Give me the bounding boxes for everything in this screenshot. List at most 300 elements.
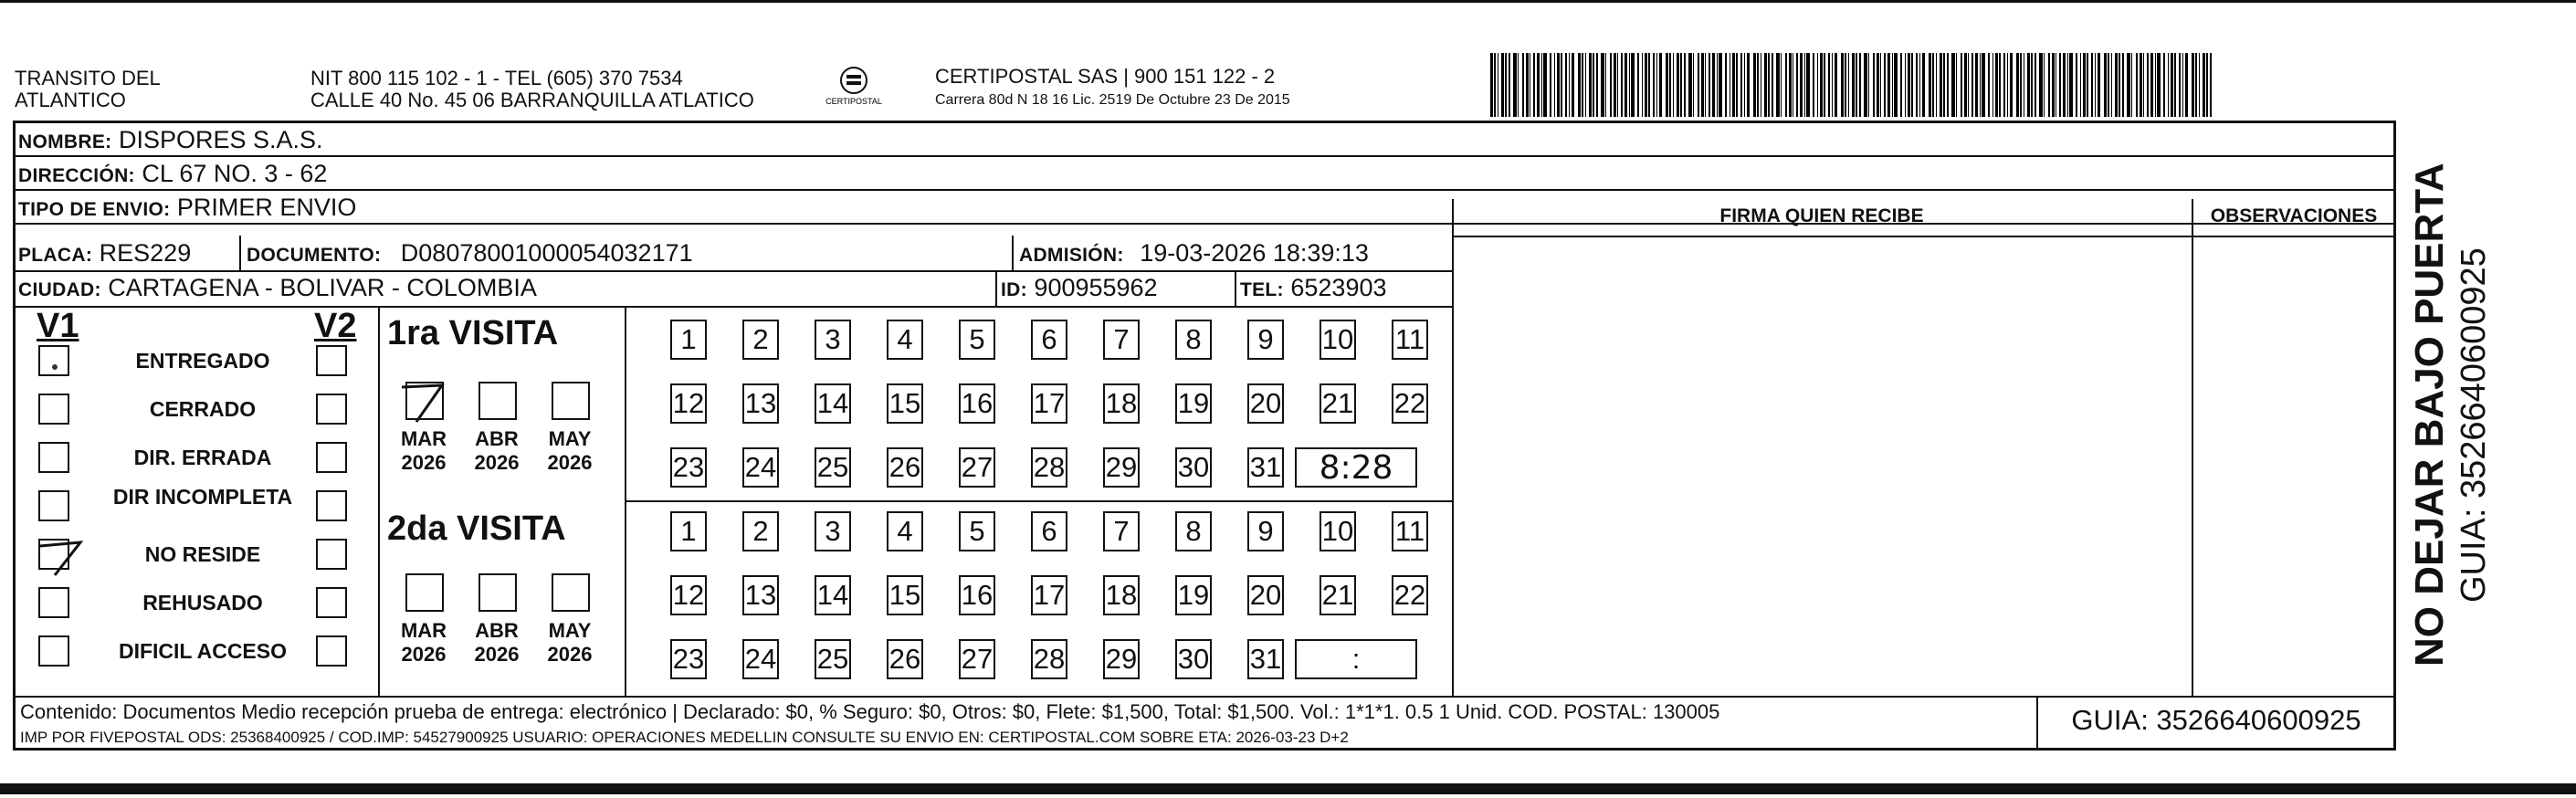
barcode-bar <box>2168 53 2169 117</box>
day-box[interactable]: 6 <box>1031 320 1067 360</box>
month-checkbox[interactable] <box>552 573 590 612</box>
org-name <box>15 68 161 111</box>
time-second-visit: : <box>1295 639 1417 679</box>
documento-value: D08078001000054032171 <box>400 239 693 267</box>
row-divider <box>1452 236 2396 237</box>
placa-label: PLACA: <box>18 245 93 266</box>
status-option-label: DIR. ERRADA <box>133 446 272 469</box>
day-box[interactable]: 24 <box>742 639 779 679</box>
barcode-bar <box>1768 53 1770 117</box>
barcode-bar <box>2069 53 2073 117</box>
barcode-bar <box>1908 53 1910 117</box>
day-box[interactable]: 6 <box>1031 511 1067 551</box>
tipo-value: PRIMER ENVIO <box>176 194 357 221</box>
placa-field <box>18 239 191 269</box>
month-name: ABR <box>475 619 519 642</box>
day-box[interactable]: 21 <box>1320 383 1356 424</box>
barcode-bar <box>2063 53 2066 117</box>
placa-value: RES229 <box>99 239 192 267</box>
documento-label: DOCUMENTO: <box>247 245 382 266</box>
barcode-bar <box>1776 53 1780 117</box>
v1-checkbox[interactable] <box>38 490 69 521</box>
month-year: 2026 <box>547 643 593 666</box>
day-box[interactable]: 26 <box>887 447 923 488</box>
row-divider <box>625 500 1452 502</box>
day-box[interactable]: 30 <box>1175 639 1212 679</box>
nit-line: NIT 800 115 102 - 1 - TEL (605) 370 7534 <box>310 67 683 89</box>
footer-imp-line: IMP POR FIVEPOSTAL ODS: 25368400925 / COD.IMP: 54527900925 USUARIO: OPERACIONES MEDELLIN CONSULTE SU ENVIO EN: CERTIPOSTAL.COM SOBRE ETA: 2026-03-23 D+2 <box>20 729 1349 746</box>
barcode-bar <box>1753 53 1756 117</box>
barcode-bar <box>1832 53 1833 117</box>
second-visit-title: 2da VISITA <box>387 509 566 548</box>
day-box[interactable]: 16 <box>959 383 995 424</box>
day-box[interactable]: 13 <box>742 383 779 424</box>
row-divider <box>13 155 2396 157</box>
barcode-bar <box>1513 53 1517 117</box>
col-divider <box>1452 199 1454 696</box>
barcode-bar <box>1526 53 1529 117</box>
barcode <box>1490 53 2219 117</box>
month-year: 2026 <box>547 451 593 474</box>
barcode-bar <box>1541 53 1542 117</box>
day-box[interactable]: 18 <box>1103 575 1140 615</box>
id-field <box>1001 274 1158 304</box>
admision-value: 19-03-2026 18:39:13 <box>1140 239 1369 267</box>
barcode-bar <box>1561 53 1562 117</box>
barcode-bar <box>1877 53 1879 117</box>
barcode-bar <box>1806 53 1810 117</box>
day-box[interactable]: 31 <box>1247 447 1284 488</box>
direccion-label: DIRECCIÓN: <box>18 165 135 186</box>
day-box[interactable]: 21 <box>1320 575 1356 615</box>
org-line-2: ATLANTICO <box>15 89 126 111</box>
barcode-bar <box>1961 53 1962 117</box>
day-box[interactable]: 5 <box>959 511 995 551</box>
barcode-bar <box>1781 53 1782 117</box>
time-first-visit: 8:28 <box>1295 447 1417 488</box>
barcode-bar <box>2035 53 2036 117</box>
barcode-bar <box>2147 53 2149 117</box>
day-box[interactable]: 9 <box>1247 511 1284 551</box>
barcode-bar <box>1494 53 1496 117</box>
logo-text: CERTIPOSTAL <box>825 97 882 106</box>
barcode-bar <box>1659 53 1662 117</box>
barcode-bar <box>1900 53 1902 117</box>
barcode-bar <box>1864 53 1867 117</box>
barcode-bar <box>2119 53 2120 117</box>
day-box[interactable]: 1 <box>670 511 707 551</box>
tel-label: TEL: <box>1240 279 1284 300</box>
barcode-bar <box>1740 53 1742 117</box>
status-option-label: NO RESIDE <box>144 542 261 566</box>
month-check-icon <box>398 382 447 424</box>
barcode-bar <box>1617 53 1618 117</box>
barcode-bar <box>1975 53 1978 117</box>
day-box[interactable]: 15 <box>887 575 923 615</box>
month-checkbox[interactable] <box>552 382 590 420</box>
barcode-bar <box>2027 53 2030 117</box>
day-box[interactable]: 10 <box>1320 320 1356 360</box>
barcode-bar <box>1736 53 1738 117</box>
barcode-bar <box>2155 53 2156 117</box>
barcode-bar <box>1589 53 1592 117</box>
day-box[interactable]: 2 <box>742 320 779 360</box>
month-name: MAY <box>548 619 592 642</box>
barcode-bar <box>1873 53 1875 117</box>
barcode-bar <box>1804 53 1805 117</box>
nombre-label: NOMBRE: <box>18 131 112 152</box>
barcode-bar <box>2087 53 2088 117</box>
barcode-bar <box>2108 53 2109 117</box>
barcode-bar <box>1732 53 1735 117</box>
tipo-envio-field <box>18 194 356 224</box>
barcode-bar <box>1971 53 1973 117</box>
guia-box: GUIA: 3526640600925 <box>2071 704 2361 736</box>
day-box[interactable]: 31 <box>1247 639 1284 679</box>
mark-icon <box>46 358 64 376</box>
barcode-bar <box>2007 53 2008 117</box>
barcode-bar <box>1582 53 1583 117</box>
id-label: ID: <box>1001 279 1027 300</box>
barcode-bar <box>1642 53 1643 117</box>
barcode-bar <box>2052 53 2055 117</box>
status-option-label: CERRADO <box>149 397 257 421</box>
day-box[interactable]: 28 <box>1031 447 1067 488</box>
month-name: MAY <box>548 427 592 450</box>
firma-header: FIRMA QUIEN RECIBE <box>1719 205 1924 226</box>
day-box[interactable]: 9 <box>1247 320 1284 360</box>
barcode-bar <box>1835 53 1837 117</box>
row-divider <box>13 696 2396 698</box>
status-option-label: ENTREGADO <box>135 349 270 373</box>
barcode-bar <box>2179 53 2181 117</box>
col-divider <box>239 236 241 270</box>
barcode-bar <box>1922 53 1925 117</box>
day-box[interactable]: 25 <box>815 447 851 488</box>
barcode-bar <box>2127 53 2130 117</box>
barcode-bar <box>1543 53 1547 117</box>
day-box[interactable]: 4 <box>887 320 923 360</box>
barcode-bar <box>1796 53 1798 117</box>
barcode-bar <box>2076 53 2077 117</box>
ciudad-label: CIUDAD: <box>18 279 101 300</box>
v1-label: V1 <box>37 307 79 345</box>
barcode-bar <box>2044 53 2045 117</box>
barcode-bar <box>1747 53 1750 117</box>
barcode-bar <box>1817 53 1818 117</box>
bottom-border <box>0 783 2576 794</box>
barcode-bar <box>1988 53 1990 117</box>
day-box[interactable]: 27 <box>959 639 995 679</box>
barcode-bar <box>1992 53 1993 117</box>
barcode-bar <box>1533 53 1535 117</box>
day-box[interactable]: 25 <box>815 639 851 679</box>
tipo-label: TIPO DE ENVIO: <box>18 199 171 220</box>
nombre-value: DISPORES S.A.S. <box>118 126 323 153</box>
v1-checkbox[interactable] <box>38 635 69 667</box>
ciudad-value: CARTAGENA - BOLIVAR - COLOMBIA <box>108 274 537 301</box>
barcode-bar <box>2048 53 2050 117</box>
barcode-bar <box>1800 53 1803 117</box>
tel-value: 6523903 <box>1290 274 1387 301</box>
barcode-bar <box>1537 53 1540 117</box>
barcode-bar <box>1648 53 1650 117</box>
barcode-bar <box>2163 53 2165 117</box>
barcode-bar <box>1919 53 1920 117</box>
day-box[interactable]: 20 <box>1247 575 1284 615</box>
barcode-bar <box>2122 53 2124 117</box>
barcode-bar <box>1929 53 1931 117</box>
barcode-bar <box>1693 53 1694 117</box>
barcode-bar <box>2016 53 2019 117</box>
day-box[interactable]: 12 <box>670 383 707 424</box>
barcode-bar <box>2157 53 2161 117</box>
day-box[interactable]: 12 <box>670 575 707 615</box>
day-box[interactable]: 2 <box>742 511 779 551</box>
barcode-bar <box>1951 53 1955 117</box>
org-contact <box>310 68 754 111</box>
direccion-value: CL 67 NO. 3 - 62 <box>142 160 328 187</box>
barcode-bar <box>1637 53 1639 117</box>
barcode-bar <box>1905 53 1906 117</box>
barcode-bar <box>2010 53 2013 117</box>
barcode-bar <box>1605 53 1606 117</box>
barcode-bar <box>1518 53 1519 117</box>
barcode-bar <box>1669 53 1671 117</box>
barcode-bar <box>1680 53 1682 117</box>
license-line: Carrera 80d N 18 16 Lic. 2519 De Octubre 23 De 2015 <box>935 92 1290 108</box>
barcode-bar <box>2083 53 2086 117</box>
side-warning: NO DEJAR BAJO PUERTA <box>2407 163 2452 667</box>
barcode-bar <box>1764 53 1767 117</box>
barcode-bar <box>1841 53 1844 117</box>
barcode-bar <box>1940 53 1942 117</box>
day-box[interactable]: 1 <box>670 320 707 360</box>
day-box[interactable]: 19 <box>1175 575 1212 615</box>
barcode-bar <box>1848 53 1849 117</box>
day-box[interactable]: 4 <box>887 511 923 551</box>
barcode-bar <box>1666 53 1668 117</box>
barcode-bar <box>2206 53 2208 117</box>
day-box[interactable]: 15 <box>887 383 923 424</box>
barcode-bar <box>2059 53 2061 117</box>
barcode-bar <box>1982 53 1985 117</box>
col-divider <box>2192 199 2193 696</box>
barcode-bar <box>1601 53 1604 117</box>
day-box[interactable]: 10 <box>1320 511 1356 551</box>
barcode-bar <box>1614 53 1616 117</box>
barcode-bar <box>1968 53 1969 117</box>
barcode-bar <box>2020 53 2022 117</box>
barcode-bar <box>1705 53 1706 117</box>
documento-field <box>247 239 693 269</box>
barcode-bar <box>1757 53 1759 117</box>
day-box[interactable]: 19 <box>1175 383 1212 424</box>
barcode-bar <box>2150 53 2153 117</box>
barcode-bar <box>1565 53 1567 117</box>
barcode-bar <box>1813 53 1814 117</box>
barcode-bar <box>1557 53 1560 117</box>
day-box[interactable]: 26 <box>887 639 923 679</box>
barcode-bar <box>1522 53 1524 117</box>
day-box[interactable]: 20 <box>1247 383 1284 424</box>
barcode-bar <box>1884 53 1886 117</box>
day-box[interactable]: 3 <box>815 511 851 551</box>
barcode-bar <box>1624 53 1627 117</box>
barcode-bar <box>1932 53 1934 117</box>
barcode-bar <box>1653 53 1655 117</box>
day-box[interactable]: 14 <box>815 575 851 615</box>
org-line-1: TRANSITO DEL <box>15 67 161 89</box>
barcode-bar <box>1645 53 1647 117</box>
month-year: 2026 <box>401 643 447 666</box>
barcode-bar <box>1820 53 1823 117</box>
barcode-bar <box>2131 53 2132 117</box>
barcode-bar <box>1698 53 1699 117</box>
day-box[interactable]: 29 <box>1103 639 1140 679</box>
barcode-bar <box>1824 53 1825 117</box>
day-box[interactable]: 16 <box>959 575 995 615</box>
barcode-bar <box>1789 53 1792 117</box>
day-box[interactable]: 7 <box>1103 511 1140 551</box>
day-box[interactable]: 27 <box>959 447 995 488</box>
barcode-bar <box>1845 53 1846 117</box>
barcode-bar <box>1852 53 1855 117</box>
barcode-bar <box>2098 53 2100 117</box>
v1-checkbox[interactable] <box>38 587 69 618</box>
month-checkbox[interactable] <box>478 573 517 612</box>
day-box[interactable]: 8 <box>1175 511 1212 551</box>
direccion-field <box>18 160 327 190</box>
barcode-bar <box>1719 53 1722 117</box>
day-box[interactable]: 22 <box>1392 383 1428 424</box>
company-info <box>935 66 1290 110</box>
month-checkbox[interactable] <box>478 382 517 420</box>
footer-content-line: Contenido: Documentos Medio recepción prueba de entrega: electrónico | Declarado: $0, % Seguro: $0, Otros: $0, Flete: $1,500, Total: $1,500. Vol.: 1*1*1. 0.5 1 Unid. COD. POSTAL: 130005 <box>20 700 1720 723</box>
barcode-bar <box>1656 53 1657 117</box>
day-box[interactable]: 29 <box>1103 447 1140 488</box>
day-box[interactable]: 23 <box>670 639 707 679</box>
month-year: 2026 <box>474 451 520 474</box>
barcode-bar <box>2195 53 2197 117</box>
barcode-bar <box>1785 53 1787 117</box>
barcode-bar <box>1887 53 1890 117</box>
barcode-bar <box>2136 53 2138 117</box>
barcode-bar <box>1744 53 1745 117</box>
v1-checkbox[interactable] <box>38 394 69 425</box>
day-box[interactable]: 11 <box>1392 511 1428 551</box>
barcode-bar <box>1964 53 1967 117</box>
barcode-bar <box>2140 53 2142 117</box>
barcode-bar <box>2080 53 2081 117</box>
company-line: CERTIPOSTAL SAS | 900 151 122 - 2 <box>935 65 1276 88</box>
barcode-bar <box>1593 53 1594 117</box>
barcode-bar <box>2095 53 2096 117</box>
barcode-bar <box>1585 53 1586 117</box>
day-box[interactable]: 17 <box>1031 575 1067 615</box>
observaciones-header: OBSERVACIONES <box>2210 205 2378 226</box>
barcode-bar <box>2182 53 2183 117</box>
day-box[interactable]: 17 <box>1031 383 1067 424</box>
month-name: MAR <box>400 427 447 450</box>
day-box[interactable]: 11 <box>1392 320 1428 360</box>
barcode-bar <box>2115 53 2118 117</box>
barcode-bar <box>1725 53 1727 117</box>
day-box[interactable]: 13 <box>742 575 779 615</box>
day-box[interactable]: 5 <box>959 320 995 360</box>
barcode-bar <box>2091 53 2093 117</box>
day-box[interactable]: 23 <box>670 447 707 488</box>
barcode-bar <box>1911 53 1913 117</box>
barcode-bar <box>1828 53 1830 117</box>
day-box[interactable]: 3 <box>815 320 851 360</box>
barcode-bar <box>1554 53 1555 117</box>
barcode-bar <box>2185 53 2188 117</box>
barcode-bar <box>1980 53 1981 117</box>
barcode-bar <box>1772 53 1773 117</box>
side-guia: GUIA: 3526640600925 <box>2455 247 2493 603</box>
barcode-bar <box>1936 53 1937 117</box>
tel-field <box>1240 274 1387 304</box>
barcode-bar <box>1610 53 1612 117</box>
month-checkbox[interactable] <box>405 573 444 612</box>
top-border <box>0 0 2576 3</box>
barcode-bar <box>2067 53 2068 117</box>
v2-label: V2 <box>314 307 357 345</box>
barcode-bar <box>1880 53 1881 117</box>
v1-checkbox[interactable] <box>38 442 69 473</box>
admision-label: ADMISIÓN: <box>1019 245 1124 266</box>
col-divider <box>625 306 626 696</box>
month-name: MAR <box>400 619 447 642</box>
barcode-bar <box>2104 53 2107 117</box>
barcode-bar <box>2210 53 2212 117</box>
barcode-bar <box>2039 53 2043 117</box>
barcode-bar <box>1717 53 1718 117</box>
day-box[interactable]: 24 <box>742 447 779 488</box>
barcode-bar <box>1631 53 1635 117</box>
status-option-label: DIR INCOMPLETA <box>112 485 293 509</box>
barcode-bar <box>1894 53 1898 117</box>
day-box[interactable]: 8 <box>1175 320 1212 360</box>
month-year: 2026 <box>401 451 447 474</box>
barcode-bar <box>1999 53 2001 117</box>
barcode-bar <box>1916 53 1918 117</box>
day-box[interactable]: 28 <box>1031 639 1067 679</box>
address-line: CALLE 40 No. 45 06 BARRANQUILLA ATLATICO <box>310 89 754 111</box>
certipostal-logo <box>813 64 895 115</box>
day-box[interactable]: 18 <box>1103 383 1140 424</box>
barcode-bar <box>1684 53 1686 117</box>
barcode-bar <box>2111 53 2112 117</box>
barcode-bar <box>1856 53 1857 117</box>
checkmark-icon <box>35 537 93 579</box>
barcode-bar <box>1629 53 1630 117</box>
barcode-bar <box>1947 53 1949 117</box>
day-box[interactable]: 30 <box>1175 447 1212 488</box>
barcode-bar <box>1578 53 1581 117</box>
barcode-bar <box>2199 53 2200 117</box>
month-name: ABR <box>475 427 519 450</box>
row-divider <box>13 306 1452 308</box>
barcode-bar <box>1892 53 1893 117</box>
month-year: 2026 <box>474 643 520 666</box>
day-box[interactable]: 22 <box>1392 575 1428 615</box>
day-box[interactable]: 7 <box>1103 320 1140 360</box>
barcode-bar <box>2143 53 2144 117</box>
day-box[interactable]: 14 <box>815 383 851 424</box>
barcode-bar <box>1943 53 1945 117</box>
